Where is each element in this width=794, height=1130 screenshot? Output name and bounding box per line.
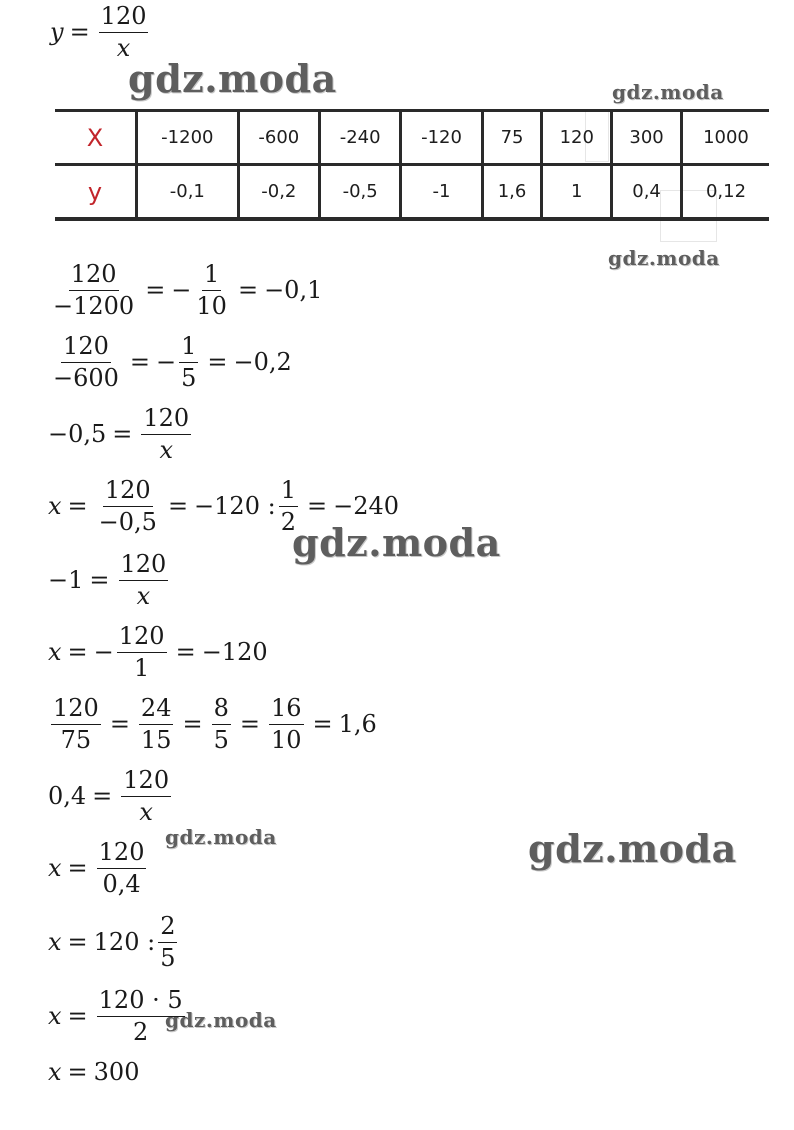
fraction xyxy=(158,912,177,973)
solution-step xyxy=(48,1058,139,1086)
numerator: 1 xyxy=(202,260,221,291)
equals-sign: = xyxy=(237,276,259,305)
denominator: 10 xyxy=(270,725,302,754)
formula-fraction xyxy=(99,2,149,63)
table-cell-y: -0,1 xyxy=(137,165,239,220)
equals-sign: = xyxy=(182,710,203,739)
denominator: 0,4 xyxy=(102,869,141,898)
denominator: −600 xyxy=(53,363,119,392)
table-cell-x: 75 xyxy=(482,111,542,165)
equals-sign: = xyxy=(167,492,189,521)
numerator: 120 · 5 xyxy=(97,986,185,1017)
denominator: 75 xyxy=(60,725,92,754)
table-cell-y: 0,12 xyxy=(681,165,769,220)
watermark: gdz.moda xyxy=(528,826,737,871)
table-cell-x: -240 xyxy=(320,111,401,165)
variable-x: x xyxy=(48,638,62,667)
formula-equals: = xyxy=(69,18,90,47)
equals-sign: = xyxy=(312,710,333,739)
numerator: 16 xyxy=(269,694,304,725)
fraction xyxy=(97,986,185,1047)
values-table xyxy=(55,109,769,221)
equals-sign: = xyxy=(92,782,113,811)
numerator: 2 xyxy=(158,912,177,943)
denominator: 10 xyxy=(196,291,227,320)
division-expression: 120 : xyxy=(93,928,156,957)
equals-sign: = xyxy=(112,420,133,449)
numerator: 120 xyxy=(119,550,169,581)
table-cell-y: 1,6 xyxy=(482,165,542,220)
fraction xyxy=(51,260,136,321)
watermark: gdz.moda xyxy=(612,80,724,104)
minus-sign: − xyxy=(156,348,177,377)
formula-numerator: 120 xyxy=(99,2,149,33)
equals-sign: = xyxy=(67,638,88,667)
variable-x: x xyxy=(48,854,62,883)
table-cell-x: 1000 xyxy=(681,111,769,165)
fraction xyxy=(139,694,174,755)
equals-sign: = xyxy=(145,276,166,305)
solution-step xyxy=(48,694,377,755)
table-row-x xyxy=(55,111,769,165)
formula-denominator: x xyxy=(116,33,131,62)
denominator: 2 xyxy=(280,507,296,536)
table-cell-y: 0,4 xyxy=(612,165,682,220)
denominator: 15 xyxy=(140,725,172,754)
denominator: x xyxy=(139,797,153,826)
equals-sign: = xyxy=(67,854,88,883)
numerator: 120 xyxy=(97,838,147,869)
denominator: 2 xyxy=(133,1017,149,1046)
numerator: 1 xyxy=(279,476,298,507)
equals-sign: = xyxy=(67,928,88,957)
fraction xyxy=(51,694,101,755)
solution-step xyxy=(48,332,292,393)
variable-x: x xyxy=(48,928,62,957)
fraction xyxy=(194,260,229,321)
denominator: −1200 xyxy=(53,291,135,320)
solution-step xyxy=(48,912,180,973)
solution-step xyxy=(48,986,188,1047)
result-value: 300 xyxy=(93,1058,140,1086)
fraction xyxy=(269,694,304,755)
minus-sign: − xyxy=(93,638,114,667)
watermark: gdz.moda xyxy=(128,56,337,101)
minus-sign: − xyxy=(171,276,192,305)
solution-step xyxy=(48,260,322,321)
equals-sign: = xyxy=(89,566,110,595)
result-value: −0,1 xyxy=(264,276,323,305)
watermark: gdz.moda xyxy=(292,520,501,565)
variable-x: x xyxy=(48,1058,62,1086)
lhs-value: −0,5 xyxy=(48,420,107,449)
result-value: −240 xyxy=(333,492,399,521)
table-row-y xyxy=(55,165,769,220)
watermark: gdz.moda xyxy=(608,246,720,270)
table-cell-y: -1 xyxy=(401,165,482,220)
denominator: 5 xyxy=(213,725,229,754)
fraction xyxy=(97,838,147,899)
table-cell-y: -0,2 xyxy=(238,165,319,220)
lhs-value: −1 xyxy=(48,566,84,595)
numerator: 120 xyxy=(61,332,111,363)
result-value: −120 xyxy=(201,638,268,667)
fraction xyxy=(279,476,298,537)
numerator: 120 xyxy=(51,694,101,725)
solution-step xyxy=(48,622,268,683)
solution-step xyxy=(48,838,149,899)
numerator: 120 xyxy=(117,622,167,653)
numerator: 24 xyxy=(139,694,174,725)
equals-sign: = xyxy=(109,710,130,739)
division-expression: −120 : xyxy=(194,492,276,521)
equals-sign: = xyxy=(67,1002,88,1031)
fraction xyxy=(212,694,231,755)
equals-sign: = xyxy=(175,638,196,667)
table-cell-y: 1 xyxy=(542,165,612,220)
numerator: 8 xyxy=(212,694,231,725)
denominator: 1 xyxy=(134,653,150,682)
fraction xyxy=(119,550,169,611)
variable-x: x xyxy=(48,492,62,521)
variable-x: x xyxy=(48,1002,62,1031)
fraction xyxy=(97,476,159,537)
formula-y: y xyxy=(50,18,64,47)
solution-step xyxy=(48,766,174,827)
lhs-value: 0,4 xyxy=(48,782,87,811)
watermark: gdz.moda xyxy=(165,1008,277,1032)
table-label-y: y xyxy=(55,165,137,220)
table-cell-x: 120 xyxy=(542,111,612,165)
table-cell-x: -600 xyxy=(238,111,319,165)
solution-step xyxy=(48,404,194,465)
equals-sign: = xyxy=(306,492,328,521)
denominator: −0,5 xyxy=(98,507,157,536)
table-cell-y: -0,5 xyxy=(320,165,401,220)
numerator: 1 xyxy=(179,332,198,363)
denominator: 5 xyxy=(160,943,176,972)
denominator: x xyxy=(159,435,174,464)
solution-step xyxy=(48,550,171,611)
fraction xyxy=(179,332,198,393)
table-label-x: X xyxy=(55,111,137,165)
numerator: 120 xyxy=(141,404,191,435)
fraction xyxy=(117,622,167,683)
function-formula xyxy=(50,2,151,63)
solution-step xyxy=(48,476,399,537)
fraction xyxy=(141,404,191,465)
equals-sign: = xyxy=(67,1058,88,1086)
equals-sign: = xyxy=(207,348,228,377)
fraction xyxy=(121,766,171,827)
denominator: x xyxy=(136,581,151,610)
table-cell-x: -120 xyxy=(401,111,482,165)
equals-sign: = xyxy=(239,710,260,739)
numerator: 120 xyxy=(103,476,153,507)
numerator: 120 xyxy=(121,766,171,797)
result-value: −0,2 xyxy=(233,348,292,377)
watermark: gdz.moda xyxy=(165,825,277,849)
denominator: 5 xyxy=(181,363,197,392)
result-value: 1,6 xyxy=(338,710,377,739)
table-cell-x: 300 xyxy=(612,111,682,165)
equals-sign: = xyxy=(129,348,151,377)
table-cell-x: -1200 xyxy=(137,111,239,165)
equals-sign: = xyxy=(67,492,88,521)
numerator: 120 xyxy=(69,260,119,291)
fraction xyxy=(51,332,121,393)
